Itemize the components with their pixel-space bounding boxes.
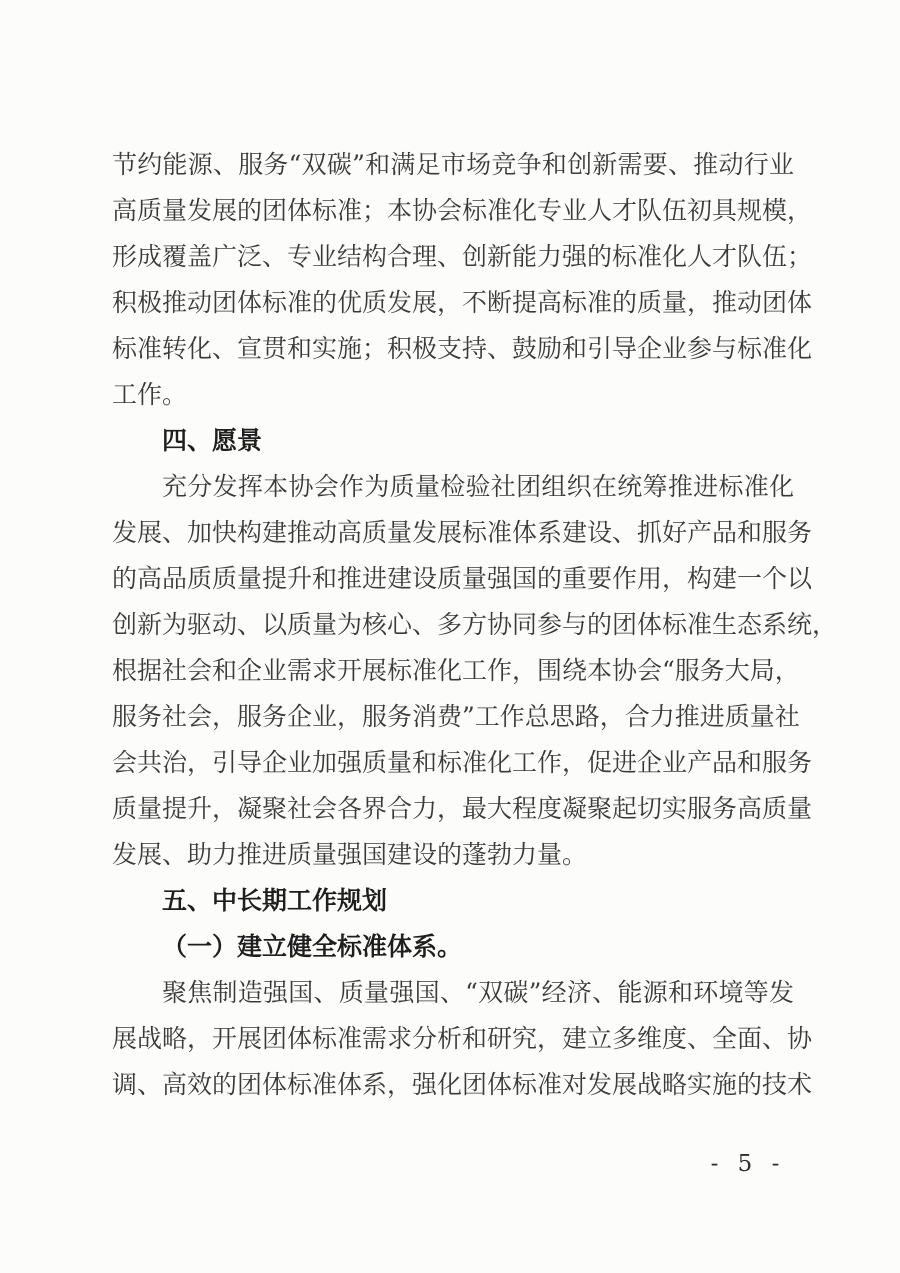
section-heading-mid-long-term-plan: 五、中长期工作规划 <box>162 886 388 915</box>
body-line: 发展、加快构建推动高质量发展标准体系建设、抓好产品和服务 <box>112 518 813 547</box>
page-number: - 5 - <box>710 1151 786 1177</box>
text-block <box>112 142 838 1108</box>
body-line: 服务社会，服务企业，服务消费”工作总思路，合力推进质量社 <box>112 702 800 731</box>
body-line: 创新为驱动、以质量为核心、多方协同参与的团体标准生态系统， <box>112 610 838 639</box>
paragraph-vision <box>112 464 838 878</box>
body-line: 积极推动团体标准的优质发展，不断提高标准的质量，推动团体 <box>112 288 813 317</box>
body-line: 发展、助力推进质量强国建设的蓬勃力量。 <box>112 840 588 869</box>
subsection-heading-standard-system: （一）建立健全标准体系。 <box>162 932 463 961</box>
body-line: 展战略，开展团体标准需求分析和研究，建立多维度、全面、协 <box>112 1024 813 1053</box>
body-line: 质量提升，凝聚社会各界合力，最大程度凝聚起切实服务高质量 <box>112 794 813 823</box>
body-line: 高质量发展的团体标准；本协会标准化专业人才队伍初具规模， <box>112 196 813 225</box>
body-line: 标准转化、宣贯和实施；积极支持、鼓励和引导企业参与标准化 <box>112 334 813 363</box>
body-line: 形成覆盖广泛、专业结构合理、创新能力强的标准化人才队伍； <box>112 242 813 271</box>
body-line: 调、高效的团体标准体系，强化团体标准对发展战略实施的技术 <box>112 1070 813 1099</box>
body-line: 根据社会和企业需求开展标准化工作，围绕本协会“服务大局， <box>112 656 800 685</box>
body-line: 充分发挥本协会作为质量检验社团组织在统筹推进标准化 <box>162 472 794 501</box>
body-line: 会共治，引导企业加强质量和标准化工作，促进企业产品和服务 <box>112 748 813 777</box>
paragraph-standard-system <box>112 970 813 1108</box>
body-line: 聚焦制造强国、质量强国、“双碳”经济、能源和环境等发 <box>162 978 794 1007</box>
body-line: 的高品质质量提升和推进建设质量强国的重要作用，构建一个以 <box>112 564 813 593</box>
section-heading-vision: 四、愿景 <box>162 426 263 455</box>
body-line: 工作。 <box>112 380 188 409</box>
body-line: 节约能源、服务“双碳”和满足市场竞争和创新需要、推动行业 <box>112 150 794 179</box>
paragraph-standards-achievements <box>112 142 813 418</box>
